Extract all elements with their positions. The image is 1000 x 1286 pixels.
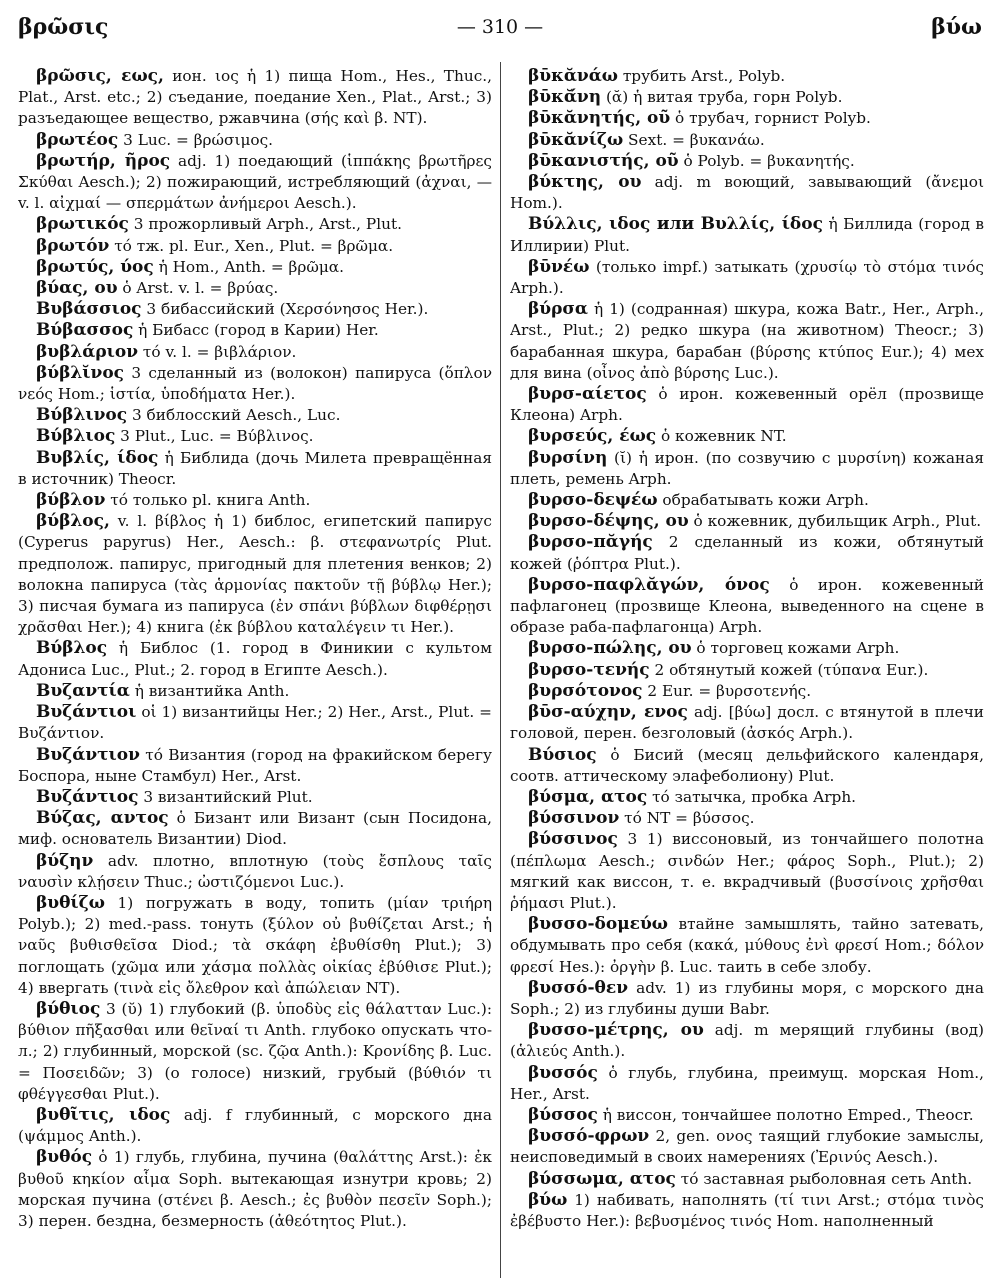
entry-definition: ἡ Библида (дочь Милета превращённая в источник) Theocr. <box>18 448 492 488</box>
entry-definition: 2 сделанный из кожи, обтянутый кожей (ῥόπτρα Plut.). <box>510 533 984 573</box>
entry-headword: βύρσα <box>528 299 589 320</box>
entry-definition: 3 (ῠ) 1) глубокий (β. ὑποδὺς εἰς θάλατταν Luc.): βύθιον πῆξασθαι или θεῖναί τι Anth. глубоко опускать что-л.; 2) глубинный, морской (sc. ζῷα Anth.): Κρονίδης β. Luc. = Ποσειδῶν; 3) (о голосе) низкий, грубый (βύθιόν τι φθέγγεσθαι Plut.). <box>18 999 492 1103</box>
dictionary-entry <box>18 66 492 130</box>
header-first-word: βρῶσις <box>18 14 109 40</box>
entry-headword: Βυβλίς, ίδος <box>36 447 159 468</box>
column-divider <box>500 62 501 1278</box>
entry-definition: τό только pl. книга Anth. <box>105 491 311 510</box>
entry-definition: τό заставная рыболовная сеть Anth. <box>675 1169 973 1188</box>
entry-headword: βῡκανιστής, οῦ <box>528 150 679 171</box>
entry-definition: ἡ 1) (содранная) шкура, кожа Batr., Her., Arph., Arst., Plut.; 2) редко шкура (на животном) Theocr.; 3) барабанная шкура, барабан (βύρσης κτύπος Eur.); 4) мех для вина (οἶνος ἀπὸ βύρσης Luc.). <box>510 300 984 382</box>
entry-headword: βυρσο-δέψης, ου <box>528 511 689 532</box>
dictionary-entry <box>18 236 492 257</box>
entry-definition: τό Византия (город на фракийском берегу Боспора, ныне Стамбул) Her., Arst. <box>18 745 492 785</box>
entry-headword: βρωτέος <box>36 129 119 150</box>
entry-definition: обрабатывать кожи Arph. <box>657 491 869 510</box>
entry-definition: 1) погружать в воду, топить (μίαν τριήρη Polyb.); 2) med.-pass. тонуть (ξύλον οὐ βυθίζεται Arst.; ἡ ναῦς βυθισθεῖσα Diod.; τὰ σκάφη ἐβυθίσθη Plut.); 3) поглощать (χῶμα или χάσμα πολλὰς οἰκίας ἐβύθισε Plut.); 4) ввергать (τινὰ εἰς ὄλεθρον καὶ ἀπώλειαν NT). <box>18 893 492 997</box>
dictionary-entry <box>510 638 984 659</box>
dictionary-entry <box>510 151 984 172</box>
dictionary-entry <box>510 681 984 702</box>
dictionary-entry <box>510 66 984 87</box>
dictionary-entry <box>510 532 984 574</box>
entry-headword: Βυζαντία <box>36 680 130 701</box>
entry-headword: βυρσότονος <box>528 680 643 701</box>
dictionary-entry <box>18 702 492 744</box>
dictionary-entry <box>510 299 984 384</box>
entry-headword: βύσσωμα, ατος <box>528 1168 676 1189</box>
dictionary-entry <box>510 978 984 1020</box>
entry-definition: τό затычка, пробка Arph. <box>647 787 857 806</box>
entry-definition: 1) набивать, наполнять (τί τινι Arst.; στόμα τινὸς ἐβέβυστο Her.): βεβυσμένος τινός Hom. наполненный <box>510 1190 984 1230</box>
entry-headword: βύσσος <box>528 1104 598 1125</box>
entry-definition: ἡ Библос (1. город в Финикии с культом Адониса Luc., Plut.; 2. город в Египте Aesch.). <box>18 639 492 679</box>
dictionary-entry <box>18 130 492 151</box>
entry-definition: ὁ Бисий (месяц дельфийского календаря, соотв. аттическому элафеболиону) Plut. <box>510 745 984 785</box>
left-column <box>18 66 492 1278</box>
dictionary-entry <box>510 1063 984 1105</box>
entry-definition: ὁ Polyb. = βυκανητής. <box>678 151 855 170</box>
entry-definition: 3 сделанный из (волокон) папируса (ὅπλον νεός Hom.; ἱστία, ὑποδήματα Her.). <box>18 363 492 404</box>
dictionary-entry <box>18 787 492 808</box>
entry-headword: βυθίζω <box>36 892 105 913</box>
entry-headword: βύσσινος <box>528 829 618 850</box>
entry-headword: βυθῖτις, ιδος <box>36 1104 171 1125</box>
dictionary-entry <box>510 1126 984 1168</box>
dictionary-entry <box>510 130 984 151</box>
entry-definition: v. l. βίβλος ἡ 1) библос, египетский папирус (Cyperus papyrus) Her., Aesch.: β. στεφανωτρίς Plut. предполож. папирус, пригодный для плетения венков; 2) волокна папируса (τὰς ἁρμονίας πακτοῦν τῇ βύβλῳ Her.); 3) писчая бумага из папируса (ἐν σπάνι βύβλων διφθέρῃσι χρᾶσθαι Her.); 4) книга (ἐκ βύβλου καταλέγειν τι Her.). <box>18 512 492 637</box>
entry-definition: Sext. = βυκανάω. <box>623 130 765 149</box>
dictionary-entry <box>510 448 984 490</box>
entry-definition: ἡ византийка Anth. <box>129 681 290 700</box>
entry-headword: βύσμα, ατος <box>528 786 648 807</box>
entry-headword: βύκτης, ου <box>528 172 642 193</box>
entry-headword: Βύλλις, ιδος или Βυλλίς, ίδος <box>528 214 823 235</box>
entry-headword: βρωτήρ, ῆρος <box>36 150 171 171</box>
entry-definition: τό тж. pl. Eur., Xen., Plut. = βρῶμα. <box>109 236 394 255</box>
entry-definition: adj. f глубинный, с морского дна (ψάμμος Anth.). <box>18 1105 492 1146</box>
dictionary-entry <box>510 808 984 829</box>
dictionary-entry <box>510 1105 984 1126</box>
dictionary-entry <box>18 278 492 299</box>
entry-definition: ὁ Arst. v. l. = βρύας. <box>117 279 279 298</box>
entry-definition: 2, gen. ονος таящий глубокие замыслы, неисповедимый в своих намерениях (Ἐρινύς Aesch.). <box>510 1127 984 1167</box>
entry-headword: βῡσ-αύχην, ενος <box>528 702 688 723</box>
dictionary-entry <box>510 745 984 787</box>
dictionary-entry <box>18 851 492 893</box>
dictionary-entry <box>510 172 984 214</box>
dictionary-entry <box>18 342 492 363</box>
dictionary-entry <box>510 1020 984 1062</box>
entry-definition: 2 обтянутый кожей (τύπανα Eur.). <box>649 660 929 679</box>
dictionary-entry <box>18 1147 492 1232</box>
entry-definition: οἱ 1) византийцы Her.; 2) Her., Arst., Plut. = Βυζάντιον. <box>18 703 492 743</box>
dictionary-entry <box>18 808 492 850</box>
dictionary-entry <box>18 745 492 787</box>
dictionary-entry <box>18 999 492 1105</box>
dictionary-entry <box>18 257 492 278</box>
dictionary-entry <box>18 320 492 341</box>
dictionary-entry <box>510 660 984 681</box>
entry-headword: βυθός <box>36 1147 93 1168</box>
dictionary-entry <box>510 914 984 978</box>
dictionary-entry <box>510 214 984 256</box>
entry-definition: adj. m воющий, завывающий (ἄνεμοι Hom.). <box>510 173 984 213</box>
dictionary-entry <box>18 490 492 511</box>
entry-headword: βυρσο-πώλης, ου <box>528 638 692 659</box>
entry-definition: ὁ кожевник, дубильщик Arph., Plut. <box>688 512 982 531</box>
right-column <box>510 66 984 1278</box>
entry-definition: 3 Luc. = βρώσιμος. <box>118 130 274 149</box>
entry-definition: (только impf.) затыкать (χρυσίῳ τὸ στόμα τινός Arph.). <box>510 257 984 298</box>
dictionary-entry <box>510 511 984 532</box>
entry-headword: βύβλον <box>36 490 106 511</box>
entry-headword: βύω <box>528 1189 568 1210</box>
dictionary-entry <box>510 426 984 447</box>
entry-definition: ὁ 1) глубь, глубина, пучина (θαλάττης Arst.): ἐκ βυθοῦ κηκίον αἷμα Soph. вытекающая изнутри кровь; 2) морская пучина (στένει β. Aesch.; ἐς βυθὸν πεσεῖν Soph.); 3) перен. бездна, безмерность (ἀθεότητος Plut.). <box>18 1148 492 1230</box>
dictionary-entry <box>18 511 492 638</box>
entry-definition: 3 Plut., Luc. = Βύβλινος. <box>115 427 314 446</box>
entry-headword: βύβλος, <box>36 511 110 532</box>
dictionary-entry <box>18 1105 492 1147</box>
entry-headword: βυσσό-θεν <box>528 977 629 998</box>
dictionary-entry <box>18 638 492 680</box>
entry-definition: ἡ Биллида (город в Иллирии) Plut. <box>510 215 984 255</box>
entry-headword: βρωτύς, ύος <box>36 256 154 277</box>
entry-definition: ион. ιος ἡ 1) пища Hom., Hes., Thuc., Plat., Arst. etc.; 2) съедание, поедание Xen., Plat., Arst.; 3) разъедающее вещество, ржавчина (σής καὶ β. NT). <box>18 67 492 128</box>
entry-headword: βυσσο-δομεύω <box>528 914 668 935</box>
dictionary-entry <box>510 490 984 511</box>
entry-headword: βύσσινον <box>528 808 620 829</box>
dictionary-entry <box>510 257 984 299</box>
entry-headword: Βυζάντιοι <box>36 702 137 723</box>
entry-headword: Βύβασσος <box>36 320 134 341</box>
entry-definition: 3 1) виссоновый, из тончайшего полотна (πέπλωμα Aesch.; σινδών Her.; φάρος Soph., Plut.); 2) мягкий как виссон, т. е. вкрадчивый (βυσσίνοις χρῆσθαι ῥήμασι Plut.). <box>510 830 984 912</box>
entry-definition: ἡ виссон, тончайшее полотно Emped., Theocr. <box>597 1105 974 1124</box>
entry-definition: ὁ трубач, горнист Polyb. <box>670 109 871 128</box>
entry-headword: βυσσο-μέτρης, ου <box>528 1020 704 1041</box>
dictionary-entry <box>510 575 984 639</box>
entry-definition: adj. [βύω] досл. с втянутой в плечи головой, перен. безголовый (ἀσκός Arph.). <box>510 703 984 743</box>
entry-headword: βυσσό-φρων <box>528 1126 650 1147</box>
entry-headword: βυρσο-παφλᾰγών, όνος <box>528 574 770 595</box>
entry-definition: ὁ кожевник NT. <box>656 427 787 446</box>
entry-headword: βύας, ου <box>36 278 118 299</box>
dictionary-entry <box>18 681 492 702</box>
dictionary-entry <box>18 214 492 235</box>
page-number: — 310 — <box>456 16 544 38</box>
entry-definition: 3 византийский Plut. <box>138 787 313 806</box>
entry-headword: βῡκᾰνητής, οῦ <box>528 108 671 129</box>
entry-definition: ὁ Бизант или Визант (сын Посидона, миф. основатель Византии) Diod. <box>18 809 492 849</box>
dictionary-entry <box>18 405 492 426</box>
entry-headword: βυρσίνη <box>528 447 608 468</box>
entry-headword: βρωτικός <box>36 214 129 235</box>
entry-headword: βύβλῐνος <box>36 362 125 383</box>
dictionary-entry <box>510 787 984 808</box>
dictionary-entry <box>510 384 984 426</box>
entry-headword: Βύβλος <box>36 638 108 659</box>
entry-definition: ὁ торговец кожами Arph. <box>691 639 900 658</box>
entry-headword: Βύζας, αντος <box>36 808 169 829</box>
dictionary-entry <box>510 108 984 129</box>
dictionary-entry <box>18 893 492 999</box>
entry-definition: втайне замышлять, тайно затевать, обдумывать про себя (κακά, μύθους ἐνὶ φρεσί Hom.; δόλον φρεσί Hes.): ὀργὴν β. Luc. таить в себе злобу. <box>510 915 984 976</box>
entry-headword: βύθιος <box>36 998 101 1019</box>
entry-definition: трубить Arst., Polyb. <box>617 67 786 85</box>
entry-headword: Βύσιος <box>528 744 597 765</box>
dictionary-entry <box>510 702 984 744</box>
entry-definition: 2 Eur. = βυρσοτενής. <box>642 681 812 700</box>
entry-definition: adj. m мерящий глубины (вод) (ἁλιεύς Anth.). <box>510 1021 984 1061</box>
entry-definition: (ῐ) ἡ ирон. (по созвучию с μυρσίνη) кожаная плеть, ремень Arph. <box>510 448 984 488</box>
entry-headword: Βύβλιος <box>36 426 116 447</box>
entry-headword: βύζην <box>36 850 94 871</box>
dictionary-entry <box>510 87 984 108</box>
dictionary-entry <box>510 1169 984 1190</box>
header-last-word: βύω <box>931 14 982 40</box>
entry-headword: βυρσο-τενής <box>528 659 650 680</box>
entry-definition: adj. 1) поедающий (ἱππάκης βρωτῆρες Σκύθαι Aesch.); 2) пожирающий, истребляющий (ἀχναι, — v. l. αἰχμαί — σπερμάτων ἀνήμεροι Aesch.). <box>18 151 492 213</box>
dictionary-entry <box>18 363 492 405</box>
entry-definition: ἡ Hom., Anth. = βρῶμα. <box>153 257 344 276</box>
entry-definition: 3 библосский Aesch., Luc. <box>127 406 341 425</box>
entry-definition: ὁ глубь, глубина, преимущ. морская Hom., Her., Arst. <box>510 1063 984 1103</box>
entry-definition: τό NT = βύσσος. <box>619 809 755 828</box>
dictionary-entry <box>510 829 984 914</box>
entry-headword: βυρσο-πᾰγής <box>528 532 653 553</box>
entry-headword: βῡνέω <box>528 256 590 277</box>
entry-definition: ὁ ирон. кожевенный орёл (прозвище Клеона) Arph. <box>510 385 984 425</box>
dictionary-entry <box>18 426 492 447</box>
entry-headword: βρῶσις, εως, <box>36 66 164 86</box>
entry-headword: Βυζάντιον <box>36 744 140 765</box>
entry-definition: adv. 1) из глубины моря, с морского дна Soph.; 2) из глубины души Babr. <box>510 978 984 1018</box>
entry-definition: 3 бибассийский (Χερσόνησος Her.). <box>141 300 429 319</box>
entry-headword: βυβλάριον <box>36 341 139 362</box>
entry-definition: 3 прожорливый Arph., Arst., Plut. <box>128 215 402 234</box>
entry-definition: ἡ Бибасс (город в Карии) Her. <box>133 321 379 340</box>
entry-headword: βυσσός <box>528 1062 598 1083</box>
entry-headword: βῡκᾰ́νη <box>528 87 602 108</box>
dictionary-entry <box>18 448 492 490</box>
entry-headword: βῡκᾰνάω <box>528 66 618 86</box>
page-header <box>18 14 982 48</box>
entry-definition: (ᾰ) ἡ витая труба, горн Polyb. <box>601 88 843 107</box>
dictionary-entry <box>18 299 492 320</box>
entry-definition: adv. плотно, вплотную (τοὺς ἔσπλους ταῖς ναυσὶν κλῄσειν Thuc.; ὠστιζόμενοι Luc.). <box>18 851 492 891</box>
entry-definition: τό v. l. = βιβλάριον. <box>138 342 297 361</box>
entry-definition: ὁ ирон. кожевенный пафлагонец (прозвище Клеона, выведенного на сцене в образе раба-пафлагонца) Arph. <box>510 575 984 637</box>
entry-headword: βρωτόν <box>36 235 110 256</box>
dictionary-entry <box>510 1190 984 1232</box>
dictionary-entry <box>18 151 492 215</box>
entry-headword: Βυβάσσιος <box>36 299 142 320</box>
entry-headword: Βύβλινος <box>36 405 128 426</box>
entry-headword: βῡκᾰνίζω <box>528 129 624 150</box>
entry-headword: Βυζάντιος <box>36 786 139 807</box>
entry-headword: βυρσο-δεψέω <box>528 490 658 511</box>
entry-headword: βυρσεύς, έως <box>528 426 657 447</box>
entry-headword: βυρσ-αίετος <box>528 384 647 405</box>
